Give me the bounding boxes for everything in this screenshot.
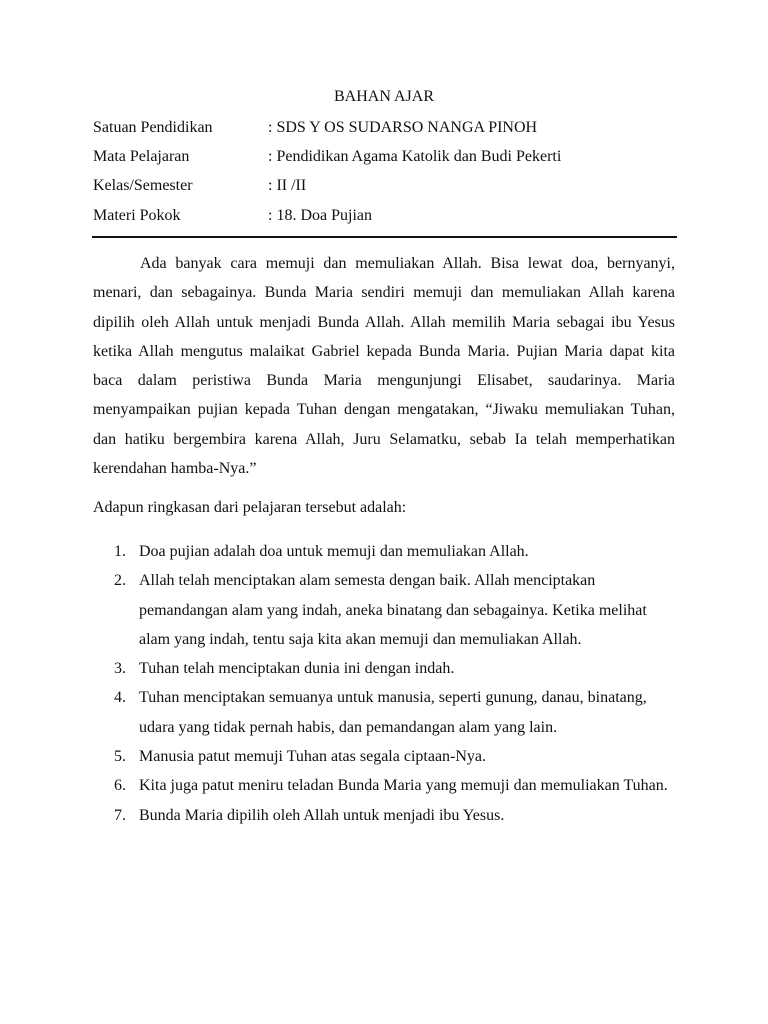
- list-item-number: 5.: [114, 748, 126, 766]
- list-item: [93, 801, 673, 830]
- list-item: [93, 771, 673, 800]
- meta-label: Mata Pelajaran: [93, 148, 190, 165]
- list-item-number: 4.: [114, 689, 126, 707]
- list-item-number: 3.: [114, 660, 126, 678]
- list-item-text: Kita juga patut meniru teladan Bunda Maria yang memuji dan memuliakan Tuhan.: [139, 777, 668, 795]
- meta-label: Materi Pokok: [93, 207, 181, 224]
- list-item: [93, 566, 673, 654]
- list-item-number: 1.: [114, 543, 126, 560]
- list-item-text: Doa pujian adalah doa untuk memuji dan memuliakan Allah.: [139, 543, 529, 560]
- list-item-text: Tuhan menciptakan semuanya untuk manusia, seperti gunung, danau, binatang, udara yang tidak pernah habis, dan pemandangan alam yang lain.: [139, 689, 647, 736]
- meta-value: : SDS Y OS SUDARSO NANGA PINOH: [268, 119, 538, 136]
- summary-list: [93, 537, 673, 830]
- meta-value: : Pendidikan Agama Katolik dan Budi Pekerti: [268, 148, 562, 165]
- summary-intro: Adapun ringkasan dari pelajaran tersebut adalah:: [93, 499, 407, 516]
- meta-label: Satuan Pendidikan: [93, 119, 213, 136]
- meta-value: : II /II: [268, 177, 307, 194]
- header-divider: [92, 236, 677, 238]
- list-item-text: Bunda Maria dipilih oleh Allah untuk menjadi ibu Yesus.: [139, 806, 505, 824]
- list-item: [93, 537, 673, 566]
- list-item-text: Manusia patut memuji Tuhan atas segala ciptaan-Nya.: [139, 748, 487, 766]
- list-item-text: Tuhan telah menciptakan dunia ini dengan indah.: [139, 660, 455, 678]
- list-item: [93, 742, 673, 771]
- document-title: BAHAN AJAR: [333, 88, 434, 105]
- meta-value: : 18. Doa Pujian: [268, 207, 372, 224]
- body-paragraph: Ada banyak cara memuji dan memuliakan Allah. Bisa lewat doa, bernyanyi, menari, dan sebagainya. Bunda Maria sendiri memuji dan memuliakan Allah karena dipilih oleh Allah untuk menjadi Bunda Allah. Allah memilih Maria sebagai ibu Yesus ketika Allah mengutus malaikat Gabriel kepada Bunda Maria. Pujian Maria dapat kita baca dalam peristiwa Bunda Maria mengunjungi Elisabet, saudarinya. Maria menyampaikan pujian kepada Tuhan dengan mengatakan, “Jiwaku memuliakan Tuhan, dan hatiku bergembira karena Allah, Juru Selamatku, sebab Ia telah memperhatikan kerendahan hamba-Nya.”: [93, 255, 675, 478]
- list-item-number: 6.: [114, 777, 126, 795]
- list-item-text: Allah telah menciptakan alam semesta dengan baik. Allah menciptakan pemandangan alam yang indah, aneka binatang dan sebagainya. Ketika melihat alam yang indah, tentu saja kita akan memuji dan memuliakan Allah.: [139, 572, 647, 648]
- list-item: [93, 683, 673, 742]
- list-item-number: 7.: [114, 806, 126, 824]
- meta-label: Kelas/Semester: [93, 177, 193, 194]
- list-item: [93, 654, 673, 683]
- list-item-number: 2.: [114, 572, 126, 590]
